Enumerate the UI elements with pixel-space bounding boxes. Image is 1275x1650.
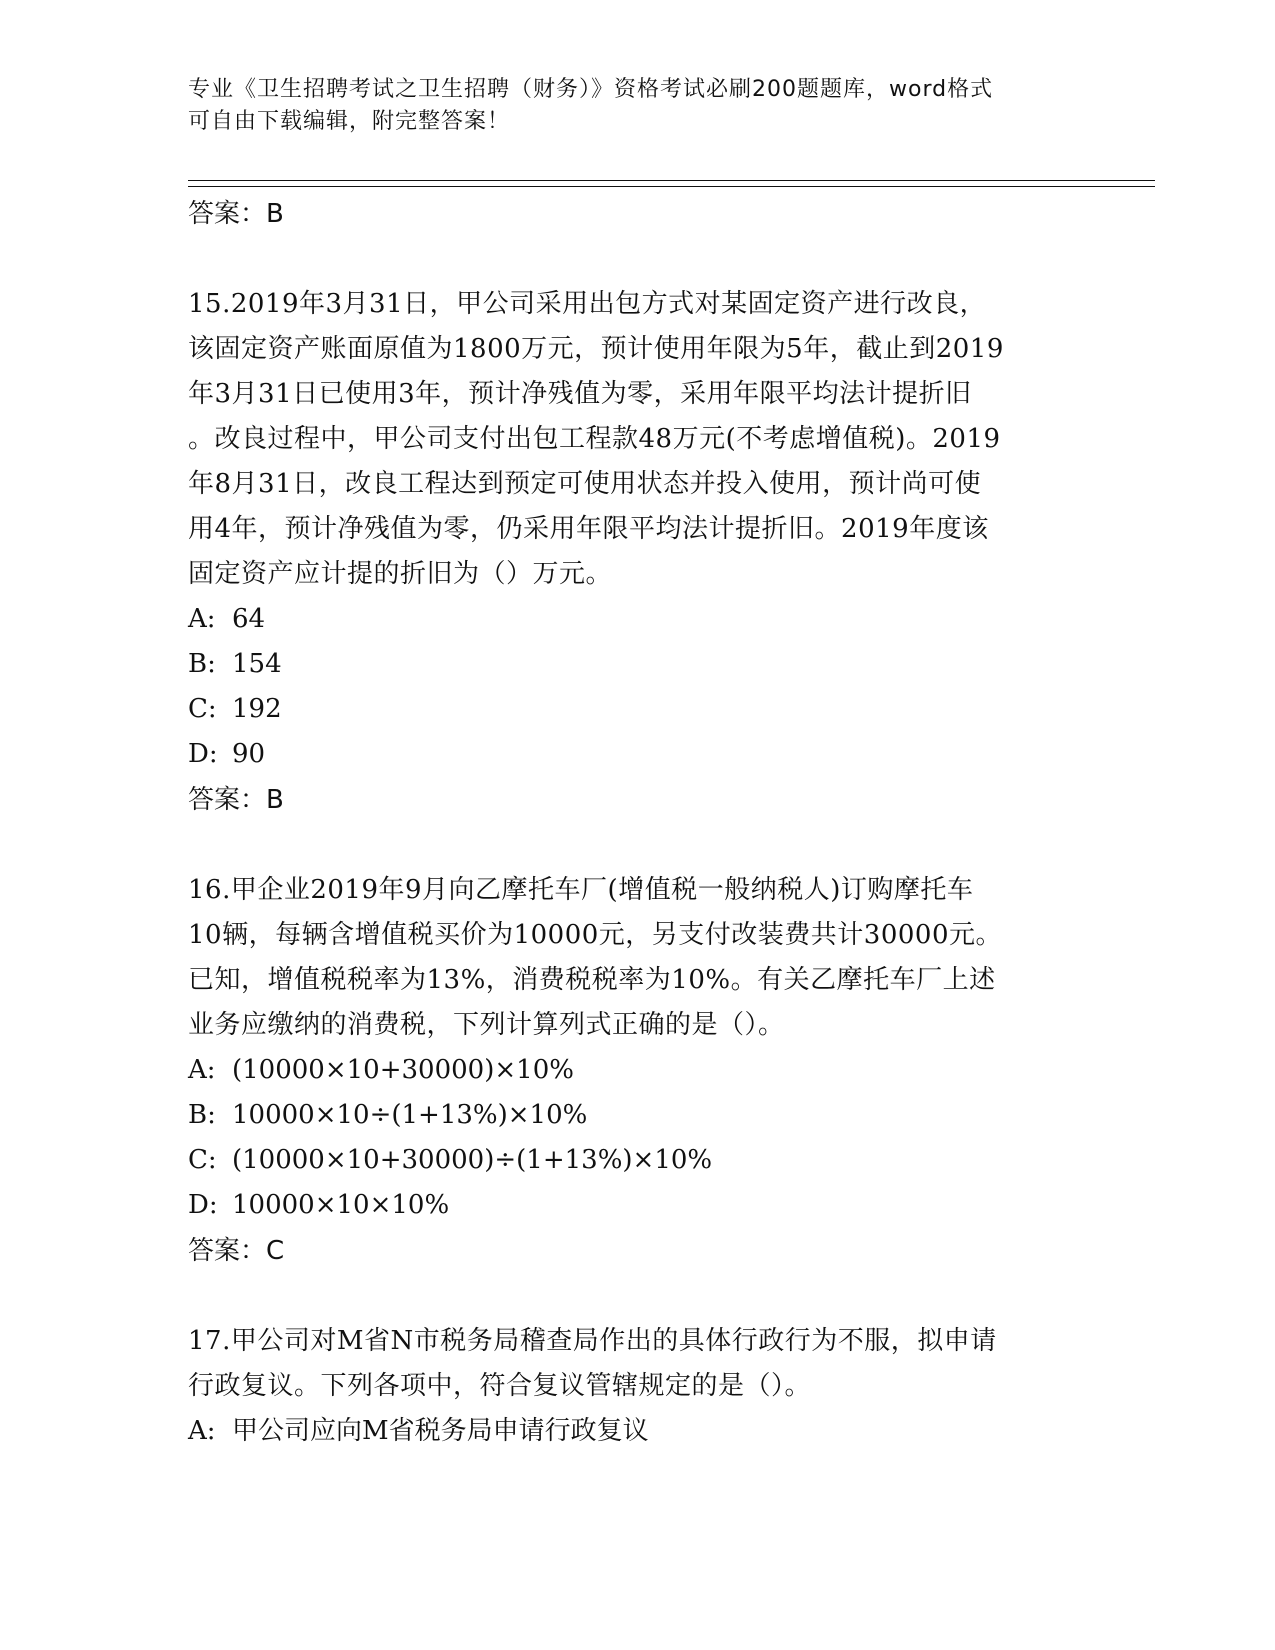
option-a (188, 597, 1088, 642)
page-header (188, 74, 1078, 138)
question-text-line: 用4年，预计净残值为零，仍采用年限平均法计提折旧。2019年度该 (188, 514, 989, 544)
question-text-line: 年3月31日已使用3年，预计净残值为零，采用年限平均法计提折旧 (188, 379, 972, 409)
option-text: 64 (232, 604, 266, 634)
question-text-line: 16.甲企业2019年9月向乙摩托车厂(增值税一般纳税人)订购摩托车 (188, 875, 974, 905)
spacer (188, 1274, 1088, 1319)
question-text-line: 该固定资产账面原值为1800万元，预计使用年限为5年，截止到2019 (188, 334, 1004, 364)
option-text: 甲公司应向M省税务局申请行政复议 (232, 1416, 649, 1446)
option-c (188, 687, 1088, 732)
option-letter: D: (188, 1190, 218, 1220)
option-d (188, 1183, 1088, 1228)
spacer (188, 823, 1088, 868)
question-text-line: 业务应缴纳的消费税，下列计算列式正确的是（）。 (188, 1010, 785, 1040)
header-divider-top (188, 180, 1155, 181)
question-text-line: 行政复议。下列各项中，符合复议管辖规定的是（）。 (188, 1371, 812, 1401)
question-text-line: 年8月31日，改良工程达到预定可使用状态并投入使用，预计尚可使 (188, 469, 982, 499)
question-text-line: 15.2019年3月31日，甲公司采用出包方式对某固定资产进行改良， (188, 289, 987, 319)
header-title-line-2: 可自由下载编辑，附完整答案！ (188, 109, 511, 134)
option-b (188, 1093, 1088, 1138)
question-content (188, 191, 1088, 1454)
option-letter: B: (188, 649, 216, 679)
option-text: (10000×10+30000)÷(1+13%)×10% (232, 1145, 713, 1175)
question-15 (188, 282, 1088, 823)
answer-label: 答案：B (188, 785, 284, 815)
option-letter: A: (188, 604, 216, 634)
option-text: 90 (232, 739, 266, 769)
answer-label: 答案：C (188, 1236, 285, 1266)
option-letter: A: (188, 1416, 216, 1446)
option-a (188, 1409, 1088, 1454)
option-a (188, 1048, 1088, 1093)
question-17 (188, 1319, 1088, 1454)
question-text-line: 。改良过程中，甲公司支付出包工程款48万元(不考虑增值税)。2019 (188, 424, 1001, 454)
option-letter: C: (188, 1145, 217, 1175)
question-text-line: 固定资产应计提的折旧为（）万元。 (188, 559, 613, 589)
question-text-line: 10辆，每辆含增值税买价为10000元，另支付改装费共计30000元。 (188, 920, 1003, 950)
spacer (188, 237, 1088, 282)
question-text-line: 已知，增值税税率为13%，消费税税率为10%。有关乙摩托车厂上述 (188, 965, 996, 995)
header-title-line-1: 专业《卫生招聘考试之卫生招聘（财务）》资格考试必刷200题题库，word格式 (188, 77, 994, 102)
option-text: 10000×10÷(1+13%)×10% (232, 1100, 588, 1130)
option-d (188, 732, 1088, 777)
option-letter: C: (188, 694, 217, 724)
previous-answer: 答案：B (188, 199, 284, 229)
option-text: 154 (232, 649, 282, 679)
option-c (188, 1138, 1088, 1183)
option-text: 10000×10×10% (232, 1190, 450, 1220)
option-b (188, 642, 1088, 687)
question-16 (188, 868, 1088, 1274)
option-letter: D: (188, 739, 218, 769)
option-letter: A: (188, 1055, 216, 1085)
question-text-line: 17.甲公司对M省N市税务局稽查局作出的具体行政行为不服，拟申请 (188, 1326, 997, 1356)
option-letter: B: (188, 1100, 216, 1130)
option-text: 192 (232, 694, 282, 724)
header-divider-bottom (188, 186, 1155, 187)
option-text: (10000×10+30000)×10% (232, 1055, 574, 1085)
